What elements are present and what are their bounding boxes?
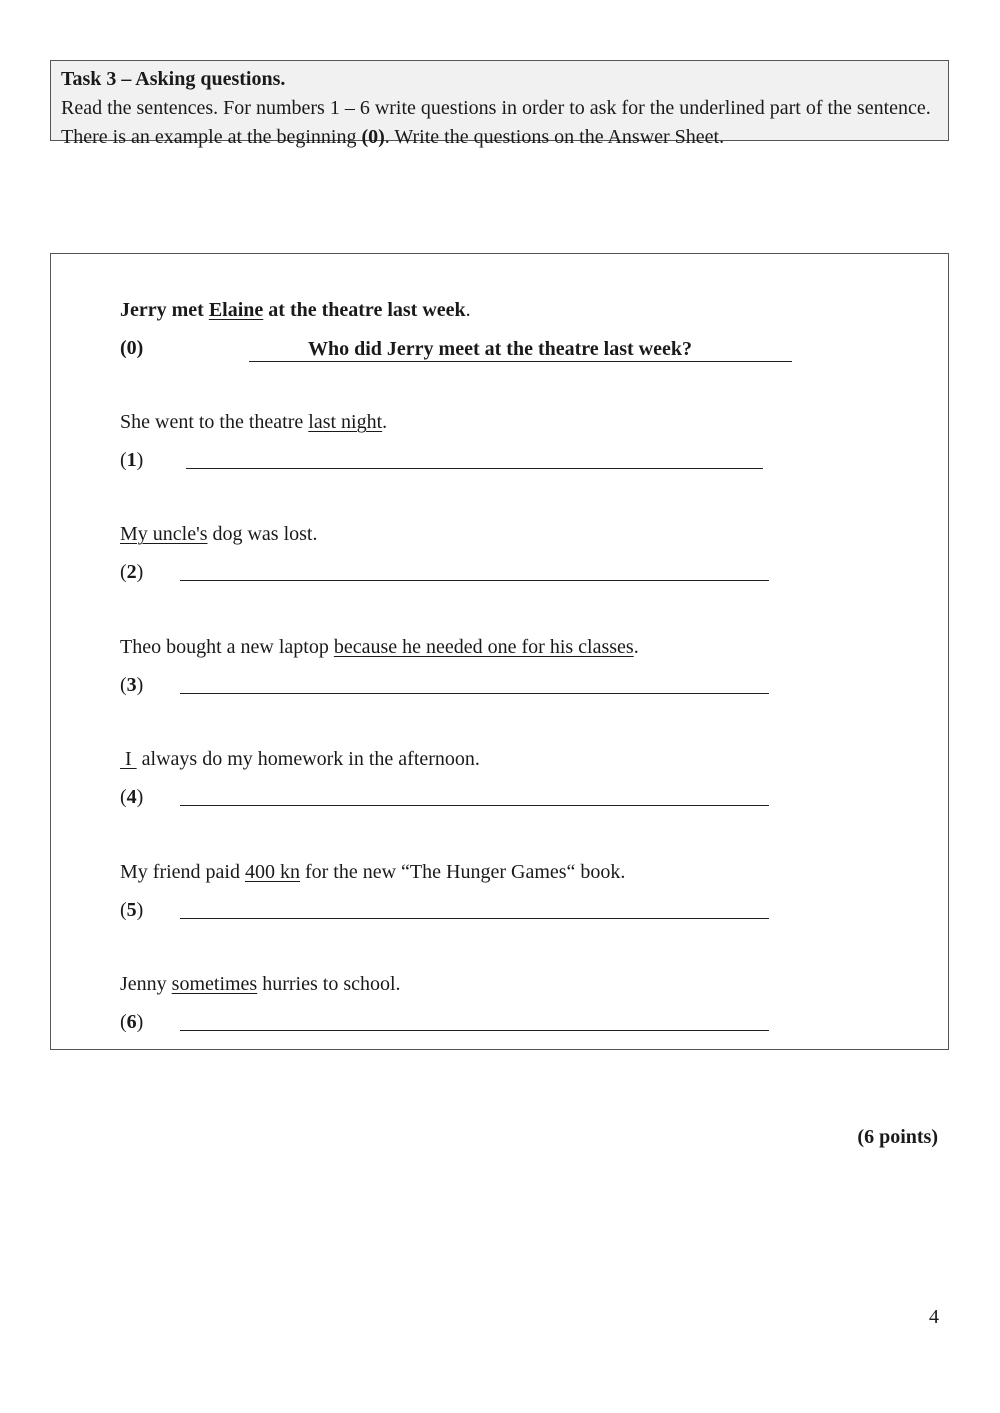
question-number: (2)	[120, 561, 144, 583]
example-answer: Who did Jerry meet at the theatre last week?	[249, 336, 792, 362]
answer-line[interactable]	[180, 918, 769, 919]
underlined-part: 400 kn	[244, 861, 300, 883]
question-sentence	[120, 408, 387, 436]
question-number: (6)	[120, 1011, 144, 1033]
underlined-part: My uncle's	[120, 523, 208, 545]
task-title: Task 3 – Asking questions.	[61, 68, 286, 90]
sentence-text: Jenny	[120, 973, 172, 995]
sentence-text: .	[382, 411, 388, 433]
question-sentence	[120, 633, 639, 661]
sentence-text: .	[633, 636, 639, 658]
question-sentence	[120, 520, 317, 548]
answer-line[interactable]	[180, 1030, 769, 1031]
questions-box	[50, 253, 949, 1050]
question-sentence	[120, 745, 480, 773]
underlined-part: I	[120, 748, 137, 770]
sentence-text: dog was lost.	[207, 523, 318, 545]
answer-line[interactable]	[180, 805, 769, 806]
points-label: (6 points)	[857, 1126, 938, 1148]
question-number: (3)	[120, 674, 144, 696]
page-number: 4	[929, 1306, 939, 1328]
underlined-part: because he needed one for his classes	[333, 636, 634, 658]
underlined-part: Elaine	[208, 299, 264, 321]
question-number: (4)	[120, 786, 144, 808]
sentence-text: always do my homework in the afternoon.	[136, 748, 480, 770]
question-number: (1)	[120, 449, 144, 471]
answer-line[interactable]	[180, 693, 769, 694]
instruction-part-b: . Write the questions on the Answer Sheet.	[384, 126, 725, 148]
sentence-text: at the theatre last week	[263, 299, 466, 321]
sentence-text: She went to the theatre	[120, 411, 309, 433]
example-sentence	[120, 296, 471, 324]
question-sentence	[120, 970, 401, 998]
sentence-text: Theo bought a new laptop	[120, 636, 334, 658]
underlined-part: last night	[308, 411, 383, 433]
instruction-part-a: Read the sentences. For numbers 1 – 6 write questions in order to ask for the underlined part of the sentence. There is an example at the beginning	[61, 97, 931, 148]
question-sentence	[120, 858, 625, 886]
sentence-text: Jerry met	[120, 299, 209, 321]
answer-line[interactable]	[186, 468, 763, 469]
underlined-part: sometimes	[171, 973, 258, 995]
instruction-example-ref: (0)	[361, 126, 385, 148]
sentence-text: My friend paid	[120, 861, 245, 883]
example-number: (0)	[120, 337, 144, 359]
task-instruction-text	[61, 97, 931, 148]
sentence-end: .	[465, 299, 471, 321]
question-number: (5)	[120, 899, 144, 921]
sentence-text: hurries to school.	[257, 973, 401, 995]
sentence-text: for the new “The Hunger Games“ book.	[299, 861, 626, 883]
task-instructions-box	[50, 60, 949, 148]
answer-line[interactable]	[180, 580, 769, 581]
